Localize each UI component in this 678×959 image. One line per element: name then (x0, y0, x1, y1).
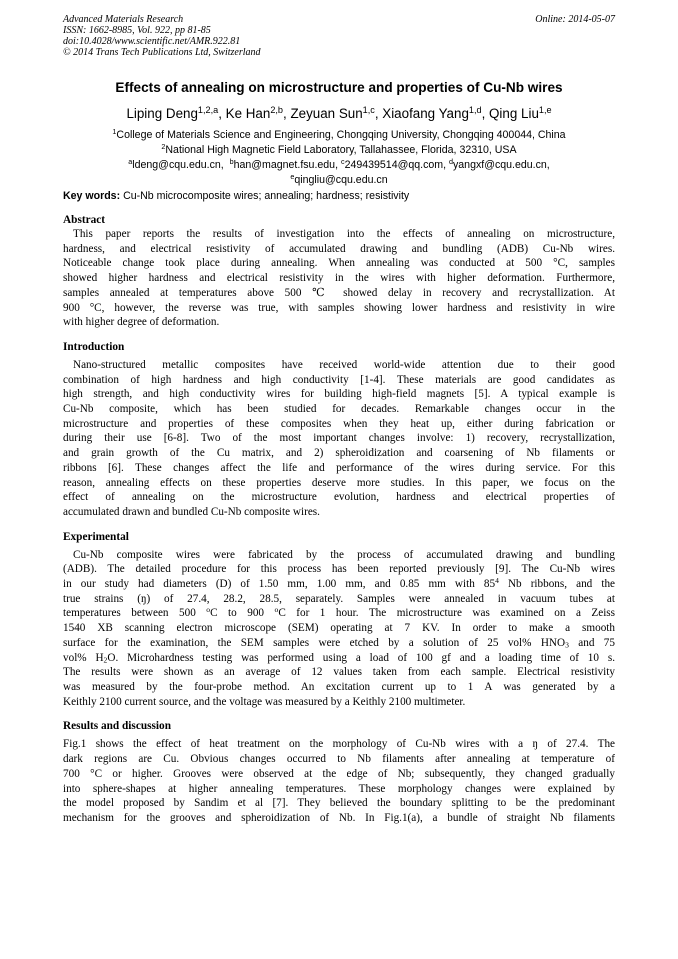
text-line: The results were shown as an average of 12 values taken from each sample. Electrical resistivity (63, 666, 615, 679)
online-date: Online: 2014-05-07 (535, 14, 615, 25)
text-line: during their use [6-8]. Two of the most important changes involve: 1) recovery, recrystallization, (63, 432, 615, 445)
paper-page (63, 14, 615, 826)
author-affiliation-mark: 2,b (270, 105, 283, 115)
text-line: high strength, and high conductivity wires for building high-field magnets [5]. A typical example is (63, 388, 615, 401)
email-link[interactable]: yangxf@cqu.edu.cn, (452, 159, 550, 171)
text-line: dark regions are Cu. Obvious changes occurred to Nb filaments after annealing at temperature of (63, 753, 615, 766)
abstract-heading: Abstract (63, 214, 106, 226)
author-name: Liping Deng (126, 106, 198, 121)
text-line: in our study had diameters (D) of 1.50 mm, 1.00 mm, and 0.85 mm with $85^4$ Nb ribbons, and the (63, 575, 615, 591)
text-line: Fig.1 shows the effect of heat treatment on the morphology of Cu-Nb wires with a ŋ of 27.4. The (63, 738, 615, 751)
journal-header (63, 14, 615, 58)
author-name: Zeyuan Sun (290, 106, 363, 121)
text-line: Noticeable change took place during annealing. When annealing was conducted at 500 °C, samples (63, 257, 615, 270)
journal-doi: doi:10.4028/www.scientific.net/AMR.922.81 (63, 36, 241, 47)
results-paragraph (63, 737, 615, 825)
keywords (63, 189, 615, 204)
keywords-label: Key words: (63, 190, 121, 202)
affiliation-2: $^2$National High Magnetic Field Laboratory, Tallahassee, Florida, 32310, USA (161, 142, 517, 156)
text-line: with higher degree of deformation. (63, 316, 220, 329)
text-line: Keithly 2100 current source, and the voltage was measured by a Keithly 2100 multimeter. (63, 695, 466, 708)
journal-issn: ISSN: 1662-8985, Vol. 922, pp 81-85 (63, 25, 211, 36)
journal-name: Advanced Materials Research (63, 14, 184, 25)
text-line: This paper reports the results of investigation into the effects of annealing on microstructure, (73, 228, 615, 240)
text-line: reason, annealing effects on these properties deserve more studies. In this paper, we focus on the (63, 476, 615, 489)
affiliation-1: $^1$College of Materials Science and Engineering, Chongqing University, Chongqing 400044, China (112, 127, 566, 141)
text-line: Nano-structured metallic composites have received world-wide attention due to their good (73, 358, 615, 371)
author-name: Xiaofang Yang (382, 106, 469, 121)
text-line: combination of high hardness and high conductivity [1-4]. These materials are good candidates as (63, 373, 615, 386)
email-link[interactable]: 249439514@qq.com, (344, 159, 447, 171)
author-affiliation-mark: 1,c (362, 105, 375, 115)
text-line: showed higher hardness and electrical resistivity in the wires with higher deformation. Furthermore, (63, 272, 615, 285)
text-line: hardness, and electrical resistivity of accumulated drawing and bundling (ADB) Cu-Nb wires. (63, 242, 615, 255)
text-line: 1540 XB scanning electron microscope (SEM) operating at 7 KV. In order to make a smooth (63, 622, 615, 635)
author-emails-line-2: $^e$qingliu@cqu.edu.cn (290, 172, 388, 186)
email-link[interactable]: ldeng@cqu.edu.cn, (132, 159, 224, 171)
text-line: the model proposed by Sandim et al [7]. They believed the boundary splitting to be the predominant (63, 797, 615, 810)
experimental-paragraph (63, 548, 615, 710)
paper-title: Effects of annealing on microstructure and properties of Cu-Nb wires (115, 80, 563, 95)
author-name: Qing Liu (489, 106, 539, 121)
experimental-heading: Experimental (63, 530, 129, 543)
author-emails: $^a$ldeng@cqu.edu.cn, $^b$han@magnet.fsu.edu, $^c$249439514@qq.com, $^d$yangxf@cqu.edu.cn, (128, 157, 550, 171)
text-line: true strains (ŋ) of 27.4, 28.2, 28.5, separately. Samples were annealed in vacuum tubes at (63, 592, 615, 605)
author-name: Ke Han (225, 106, 271, 121)
text-line: accumulated drawn and bundled Cu-Nb composite wires. (63, 505, 320, 518)
author-affiliation-mark: 1,2,a (197, 105, 219, 115)
text-line: into sphere-shapes at higher annealing temperatures. These morphology changes were explained by (63, 782, 615, 795)
text-line: was measured by the four-probe method. An excitation current up to 1 A was generated by a (63, 680, 615, 693)
text-line: ribbons [6]. These changes affect the life and performance of the wires during service. For this (63, 461, 615, 474)
introduction-paragraph (63, 358, 615, 520)
text-line: 900 °C, however, the reverse was true, with samples showing lower hardness and resistivity in wire (63, 301, 615, 314)
text-line: 700 °C or higher. Grooves were observed at the edge of Nb; subsequently, they changed gradually (63, 767, 615, 780)
author-affiliation-mark: 1,d (468, 105, 482, 115)
text-line: samples annealed at temperatures above 500 ℃ showed delay in recovery and recrystallization. At (63, 286, 615, 299)
text-line: (ADB). The detailed procedure for this process has been reported previously [9]. The Cu-Nb wires (63, 563, 615, 576)
text-line: temperatures between 500 $^o$C to 900 $^o$C for 1 hour. The microstructure was examined on a Zeiss (63, 605, 615, 620)
text-line: effect of annealing on the microstructure evolution, hardness and electrical properties of (63, 491, 615, 504)
text-line: mechanism for the grooves and spheroidization of Nb. In Fig.1(a), a bundle of straight Nb filaments (63, 811, 615, 824)
text-line: surface for the examination, the SEM samples were etched by a solution of 25 vol% $HNO_3$ and 75 (63, 636, 615, 650)
results-heading: Results and discussion (63, 720, 171, 733)
text-line: vol% $H_2O$. Microhardness testing was performed using a load of 100 gf and a loading time of 10 s. (63, 651, 615, 665)
keywords-text: Cu-Nb microcomposite wires; annealing; hardness; resistivity (123, 190, 410, 202)
text-line: Cu-Nb composite wires were fabricated by the process of accumulated drawing and bundling (73, 548, 615, 561)
text-line: microstructure and properties of these composites when they heat up, either during fabrication or (63, 417, 615, 430)
email-link[interactable]: qingliu@cqu.edu.cn (294, 174, 388, 186)
author-list: Liping Deng$^{1,2,a}$, Ke Han$^{2,b}$, Zeyuan Sun$^{1,c}$, Xiaofang Yang$^{1,d}$, Qing Liu$^{1,e}$ (126, 105, 552, 121)
email-link[interactable]: han@magnet.fsu.edu, (233, 159, 339, 171)
introduction-heading: Introduction (63, 340, 125, 353)
abstract-paragraph (63, 227, 615, 330)
text-line: Cu-Nb composite, which has been studied for decades. Remarkable changes occur in the (63, 403, 615, 416)
author-affiliation-mark: 1,e (538, 105, 552, 115)
journal-copyright: © 2014 Trans Tech Publications Ltd, Switzerland (63, 47, 261, 58)
text-line: and grain growth of the Cu matrix, and 2) spheroidization and coarsening of Nb filaments or (63, 447, 615, 460)
journal-info (63, 14, 615, 58)
